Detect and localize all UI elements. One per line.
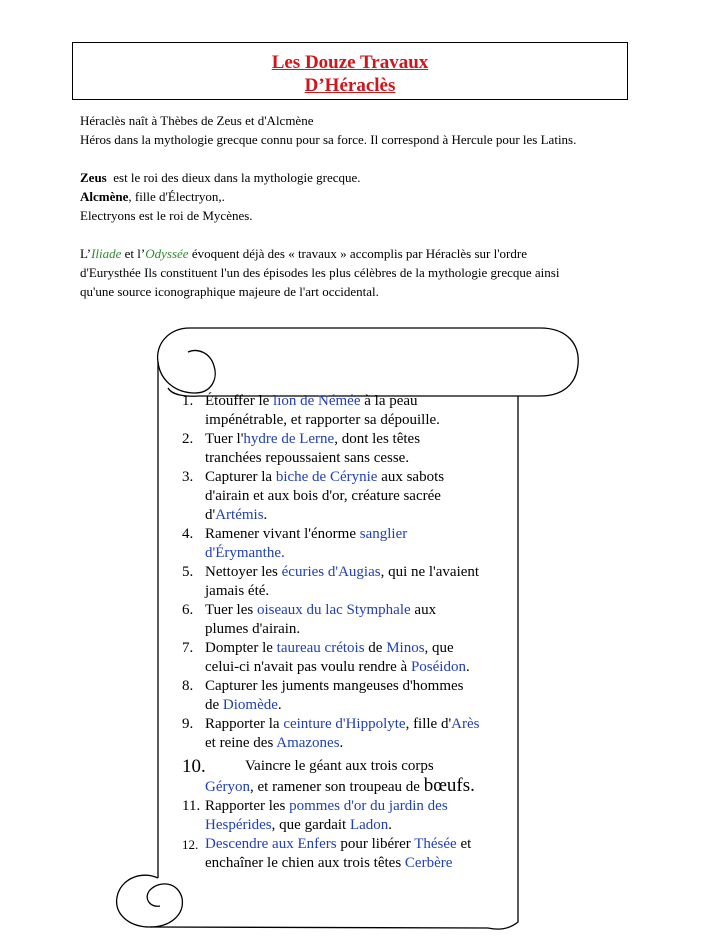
link[interactable]: taureau crétois [276, 640, 365, 656]
page-subtitle: D’Héraclès [304, 75, 396, 96]
link[interactable]: Arès [451, 716, 480, 732]
alcmene-name: Alcmène [80, 189, 129, 204]
list-item: 9. Rapporter la ceinture d'Hippolyte, fille d'Arès et reine des Amazones. [182, 716, 480, 751]
list-item: 7. Dompter le taureau crétois de Minos, que celui-ci n'avait pas voulu rendre à Poséidon. [182, 640, 470, 675]
link[interactable]: Géryon [205, 779, 250, 795]
alcmene-line: Alcmène, fille d'Électryon,. [80, 189, 225, 204]
odyssey-line: qu'une source iconographique majeure de l'art occidental. [80, 284, 379, 299]
list-item: 5. Nettoyer les écuries d'Augias, qui ne l'avaient jamais été. [182, 564, 480, 599]
list-item: 12. Descendre aux Enfers pour libérer Thésée et enchaîner le chien aux trois têtes Cerbère [182, 836, 472, 871]
list-item: 2. Tuer l'hydre de Lerne, dont les têtes tranchées repoussaient sans cesse. [182, 431, 421, 466]
link[interactable]: écuries d'Augias [281, 564, 381, 580]
page-title: Les Douze Travaux [271, 52, 429, 73]
link[interactable]: ceinture d'Hippolyte [283, 716, 406, 732]
link[interactable]: hydre de Lerne [243, 431, 335, 447]
link[interactable]: pommes d'or du jardin des [289, 798, 448, 814]
list-item: 6. Tuer les oiseaux du lac Stymphale aux plumes d'airain. [182, 602, 437, 637]
odyssee-link[interactable]: Odyssée [145, 246, 189, 261]
list-item: 3. Capturer la biche de Cérynie aux sabots d'airain et aux bois d'or, créature sacrée d'Artémis. [182, 469, 445, 523]
link[interactable]: Ladon [349, 817, 389, 833]
link[interactable]: Poséidon [410, 659, 466, 675]
intro-line: Héraclès naît à Thèbes de Zeus et d'Alcmène [80, 113, 314, 128]
list-item: 4. Ramener vivant l'énorme sanglier d'Érymanthe. [182, 526, 408, 561]
link[interactable]: oiseaux du lac Stymphale [256, 602, 411, 618]
list-item: 8. Capturer les juments mangeuses d'hommes de Diomède. [182, 678, 464, 713]
link[interactable]: Thésée [414, 836, 457, 852]
list-item: 10. Vaincre le géant aux trois corps Géryon, et ramener son troupeau de bœufs. [182, 756, 475, 796]
odyssey-line: d'Eurysthée Ils constituent l'un des épisodes les plus célèbres de la mythologie grecque ainsi [80, 265, 560, 280]
zeus-line: Zeus est le roi des dieux dans la mythologie grecque. [80, 170, 361, 185]
list-item: 11. Rapporter les pommes d'or du jardin des Hespérides, que gardait Ladon. [182, 798, 448, 833]
link[interactable]: biche de Cérynie [275, 469, 378, 485]
link[interactable]: Minos [386, 640, 425, 656]
odyssey-line: L’Iliade et l’Odyssée évoquent déjà des « travaux » accomplis par Héraclès sur l'ordre [80, 246, 527, 261]
link[interactable]: sanglier [359, 526, 408, 542]
list-item: 1. Étouffer le lion de Némée à la peau impénétrable, et rapporter sa dépouille. [182, 393, 440, 428]
link[interactable]: Artémis [215, 507, 264, 523]
link[interactable]: Cerbère [404, 855, 453, 871]
link[interactable]: d'Érymanthe. [205, 545, 285, 561]
link[interactable]: Hespérides [205, 817, 272, 833]
electryon-line: Electryons est le roi de Mycènes. [80, 208, 253, 223]
link[interactable]: lion de Némée [273, 393, 361, 409]
link[interactable]: Diomède [222, 697, 278, 713]
labours-list [178, 392, 518, 873]
zeus-name: Zeus [80, 170, 107, 185]
iliade-link[interactable]: Iliade [91, 246, 122, 261]
link[interactable]: Amazones [276, 735, 340, 751]
intro-line: Héros dans la mythologie grecque connu pour sa force. Il correspond à Hercule pour les Latins. [80, 132, 577, 147]
link[interactable]: Descendre aux Enfers [205, 836, 337, 852]
